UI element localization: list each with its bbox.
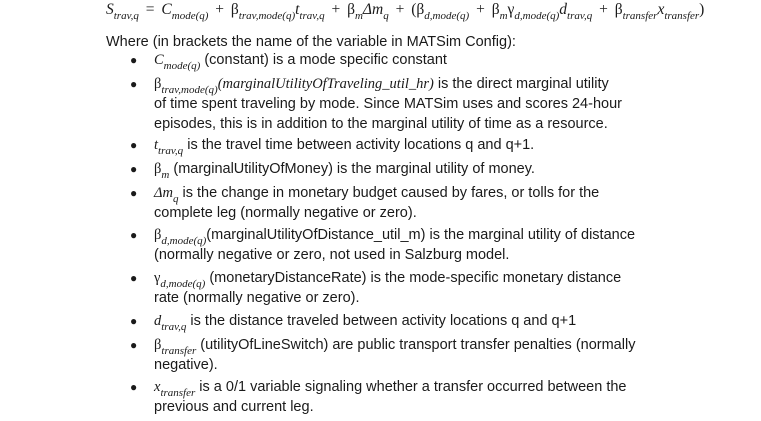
formula-eq: = <box>145 1 155 18</box>
item-text: (monetaryDistanceRate) is the mode-specific monetary distance <box>205 270 622 286</box>
utility-formula <box>106 0 756 22</box>
bullet-icon: ● <box>130 228 138 242</box>
formula-beta-d-sub: d,mode(q) <box>424 10 470 22</box>
item-symbol: C <box>154 52 164 68</box>
list-item <box>154 335 664 375</box>
list-item <box>154 135 664 155</box>
item-symbol-sub: d,mode(q) <box>161 235 207 247</box>
item-text: (marginalUtilityOfDistance_util_m) is the marginal utility of distance <box>206 227 636 243</box>
item-text-line3: episodes, this is in addition to the marginal utility of time as a resource. <box>154 116 608 132</box>
intro-text: Where (in brackets the name of the variable in MATSim Config): <box>106 34 516 50</box>
item-text: (constant) is a mode specific constant <box>200 52 447 68</box>
item-text: is the distance traveled between activity locations q and q+1 <box>186 313 577 329</box>
item-text: (utilityOfLineSwitch) are public transport transfer penalties (normally <box>196 337 636 353</box>
item-text-line2: of time spent traveling by mode. Since MATSim uses and scores 24-hour <box>154 96 622 112</box>
bullet-icon: ● <box>130 314 138 328</box>
item-symbol-sub: trav,q <box>158 145 184 157</box>
formula-beta-transfer: β <box>614 1 623 18</box>
list-item <box>154 225 664 265</box>
item-symbol: β <box>154 227 162 243</box>
list-item <box>154 268 664 308</box>
item-text: is the direct marginal utility <box>433 76 609 92</box>
item-text: (marginalUtilityOfMoney) is the marginal utility of money. <box>169 161 535 177</box>
formula-beta-d: β <box>416 1 425 18</box>
formula-plus-4: + <box>476 1 485 18</box>
formula-plus-3: + <box>395 1 405 18</box>
bullet-icon: ● <box>130 271 138 285</box>
formula-plus-1: + <box>215 1 225 18</box>
item-text-line2: previous and current leg. <box>154 399 314 415</box>
formula-plus-5: + <box>599 1 608 18</box>
formula-d: d <box>559 1 568 18</box>
item-config-name: (marginalUtilityOfTraveling_util_hr) <box>217 76 434 92</box>
item-text-line2: negative). <box>154 357 218 373</box>
formula-c-sub: mode(q) <box>171 10 209 22</box>
formula-d-sub: trav,q <box>567 10 593 22</box>
item-text-line2: (normally negative or zero, not used in Salzburg model. <box>154 247 510 263</box>
item-symbol-sub: m <box>161 169 170 181</box>
item-symbol: γ <box>154 270 161 286</box>
item-symbol: Δm <box>154 185 173 201</box>
formula-beta-trav: β <box>230 1 239 18</box>
formula-dm: Δm <box>362 1 384 18</box>
bullet-icon: ● <box>130 77 138 91</box>
formula-gamma-sub: d,mode(q) <box>514 10 560 22</box>
bullet-icon: ● <box>130 186 138 200</box>
item-symbol: β <box>154 161 162 177</box>
item-text-line2: complete leg (normally negative or zero). <box>154 205 417 221</box>
formula-s-sub: trav,q <box>113 10 139 22</box>
bullet-icon: ● <box>130 380 138 394</box>
item-symbol-sub: transfer <box>160 387 196 399</box>
list-item <box>154 311 664 331</box>
formula-x: x <box>657 1 665 18</box>
list-item <box>154 50 664 70</box>
formula-c: C <box>161 1 172 18</box>
formula-t: t <box>295 1 300 18</box>
formula-beta-transfer-sub: transfer <box>622 10 658 22</box>
item-symbol-sub: d,mode(q) <box>160 278 206 290</box>
item-symbol-sub: trav,q <box>161 321 187 333</box>
formula-beta-m-sub: m <box>354 10 363 22</box>
formula-close-paren: ) <box>699 1 705 18</box>
item-symbol-sub: mode(q) <box>163 60 201 72</box>
bullet-icon: ● <box>130 53 138 67</box>
formula-gamma: γ <box>507 1 515 18</box>
item-symbol-sub: q <box>172 193 179 205</box>
formula-s: S <box>106 1 114 18</box>
item-symbol: t <box>154 137 159 153</box>
item-symbol: β <box>154 337 162 353</box>
bullet-icon: ● <box>130 138 138 152</box>
formula-t-sub: trav,q <box>299 10 325 22</box>
bullet-icon: ● <box>130 338 138 352</box>
item-text: is a 0/1 variable signaling whether a transfer occurred between the <box>195 379 627 395</box>
formula-open-paren: ( <box>411 1 417 18</box>
list-item <box>154 377 664 417</box>
item-text: is the travel time between activity locations q and q+1. <box>183 137 535 153</box>
item-symbol-sub: transfer <box>161 345 197 357</box>
item-symbol-sub: trav,mode(q) <box>161 84 218 96</box>
formula-beta-trav-sub: trav,mode(q) <box>238 10 296 22</box>
formula-dm-sub: q <box>383 10 389 22</box>
item-symbol: d <box>154 313 162 329</box>
formula-beta-m2: β <box>491 1 500 18</box>
list-item <box>154 159 664 179</box>
item-text-line2: rate (normally negative or zero). <box>154 290 360 306</box>
item-symbol: β <box>154 76 162 92</box>
item-text: is the change in monetary budget caused by fares, or tolls for the <box>178 185 600 201</box>
list-item <box>154 74 664 134</box>
formula-beta-m: β <box>347 1 355 18</box>
formula-beta-m2-sub: m <box>499 10 508 22</box>
formula-plus-2: + <box>331 1 341 18</box>
list-item <box>154 183 664 223</box>
item-symbol: x <box>154 379 161 395</box>
bullet-icon: ● <box>130 162 138 176</box>
formula-x-sub: transfer <box>664 10 700 22</box>
